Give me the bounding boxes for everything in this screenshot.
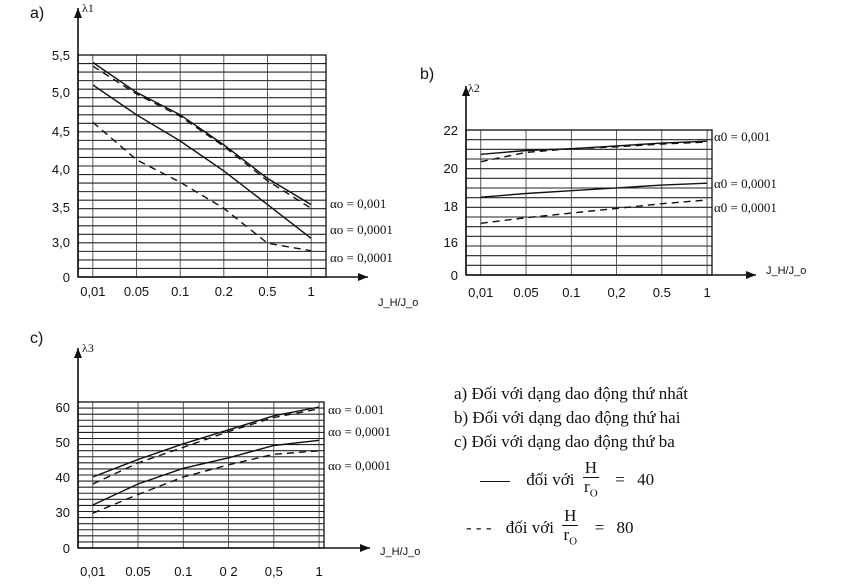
x-axis-arrow <box>746 271 756 279</box>
legend-line-c: c) Đối với dạng dao động thứ ba <box>454 432 675 451</box>
legend-dashed-fraction-num: H <box>564 506 577 526</box>
y-axis-label: λ1 <box>82 1 94 15</box>
y-tick-label: 3,5 <box>51 200 70 215</box>
legend-solid-entry <box>454 458 854 502</box>
y-tick-label: 18 <box>443 199 458 214</box>
y-axis-label: λ2 <box>468 81 480 95</box>
series-label: αo = 0,001 <box>330 196 387 211</box>
series-line <box>93 122 311 251</box>
series-line <box>93 440 319 505</box>
legend-solid-eq: = <box>615 470 625 489</box>
x-axis-label: J_H/J_o <box>380 546 421 558</box>
y-tick-label: 5,5 <box>51 48 70 63</box>
series-label: αo = 0,0001 <box>330 250 393 265</box>
x-tick-label: 0,01 <box>80 284 106 299</box>
series-line <box>481 183 707 197</box>
series-label: αo = 0,0001 <box>328 424 391 439</box>
x-tick-label: 0.05 <box>513 285 539 300</box>
x-tick-label: 0,01 <box>468 285 494 300</box>
y-axis-label: λ3 <box>82 341 94 355</box>
x-tick-label: 1 <box>315 564 323 579</box>
legend-solid-den-sub: O <box>589 487 598 500</box>
x-tick-label: 0.5 <box>652 285 671 300</box>
x-tick-label: 0,5 <box>264 564 283 579</box>
y-axis-arrow <box>74 8 82 18</box>
y-tick-label: 4,0 <box>51 162 70 177</box>
series-label: α0 = 0,001 <box>714 129 771 144</box>
series-label: α0 = 0,0001 <box>714 176 777 191</box>
legend-solid-value: 40 <box>637 470 655 489</box>
series-line <box>93 451 319 513</box>
panel-label: b) <box>420 66 435 83</box>
y-tick-label: 0 <box>62 270 70 285</box>
y-tick-label: 3,0 <box>51 235 70 250</box>
x-tick-label: 0.1 <box>171 284 190 299</box>
legend-dashed-fraction-den <box>562 526 578 550</box>
legend-dashed-den-r: r <box>563 525 570 545</box>
legend-solid-fraction-num: H <box>584 458 597 478</box>
legend-dashed-fraction <box>562 507 578 550</box>
y-tick-label: 16 <box>443 235 458 250</box>
legend-dashed-value: 80 <box>616 518 634 537</box>
y-axis-arrow <box>74 348 82 358</box>
x-tick-label: 0.1 <box>174 564 193 579</box>
x-axis-label: J_H/J_o <box>766 265 807 277</box>
legend-dashed-text: đối với <box>505 518 554 537</box>
panel-label: c) <box>30 330 44 347</box>
series-line <box>481 200 707 223</box>
series-label: αo = 0,0001 <box>328 458 391 473</box>
x-axis-arrow <box>360 544 370 552</box>
y-tick-label: 0 <box>62 541 70 556</box>
series-label: αo = 0,0001 <box>330 222 393 237</box>
chart-panel-0 <box>74 8 368 281</box>
legend-dashed-den-sub: O <box>569 535 578 548</box>
legend-solid-den-r: r <box>584 477 590 497</box>
x-axis-arrow <box>358 273 368 281</box>
y-tick-label: 30 <box>55 505 70 520</box>
y-tick-label: 0 <box>450 268 458 283</box>
y-tick-label: 5,0 <box>51 85 70 100</box>
chart-panel-2 <box>74 348 370 552</box>
x-tick-label: 0.05 <box>123 284 150 299</box>
x-tick-label: 0,2 <box>607 285 626 300</box>
y-tick-label: 22 <box>443 123 458 138</box>
x-tick-label: 1 <box>307 284 315 299</box>
legend-solid-fraction <box>583 459 599 502</box>
y-tick-label: 40 <box>55 470 70 485</box>
legend-line-b: b) Đối với dạng dao động thứ hai <box>454 408 681 427</box>
y-tick-label: 4,5 <box>51 124 70 139</box>
legend-line-a: a) Đối với dạng dao động thứ nhất <box>454 384 688 403</box>
legend-solid-text: đối với <box>526 470 575 489</box>
x-tick-label: 0.05 <box>125 564 151 579</box>
legend-panel <box>454 382 854 550</box>
x-tick-label: 1 <box>703 285 711 300</box>
panel-label: a) <box>30 5 45 22</box>
x-tick-label: 0,01 <box>80 564 106 579</box>
y-tick-label: 50 <box>55 435 70 450</box>
x-tick-label: 0.5 <box>258 284 277 299</box>
series-label: α0 = 0,0001 <box>714 200 777 215</box>
x-tick-label: 0.2 <box>214 284 233 299</box>
x-tick-label: 0 2 <box>219 564 238 579</box>
legend-solid-line-swatch <box>480 481 510 482</box>
series-line <box>93 85 311 238</box>
legend-dashed-eq: = <box>594 518 605 537</box>
y-tick-label: 60 <box>55 400 70 415</box>
x-tick-label: 0.1 <box>562 285 581 300</box>
chart-panel-1 <box>462 86 756 279</box>
legend-dashed-entry <box>454 506 854 550</box>
legend-dashed-prefix: - - - <box>466 518 492 537</box>
legend-solid-fraction-den <box>583 478 599 502</box>
series-line <box>93 407 319 477</box>
series-line <box>93 66 311 208</box>
y-tick-label: 20 <box>443 161 458 176</box>
x-axis-label: J_H/J_o <box>378 297 419 309</box>
series-label: αo = 0.001 <box>328 402 385 417</box>
